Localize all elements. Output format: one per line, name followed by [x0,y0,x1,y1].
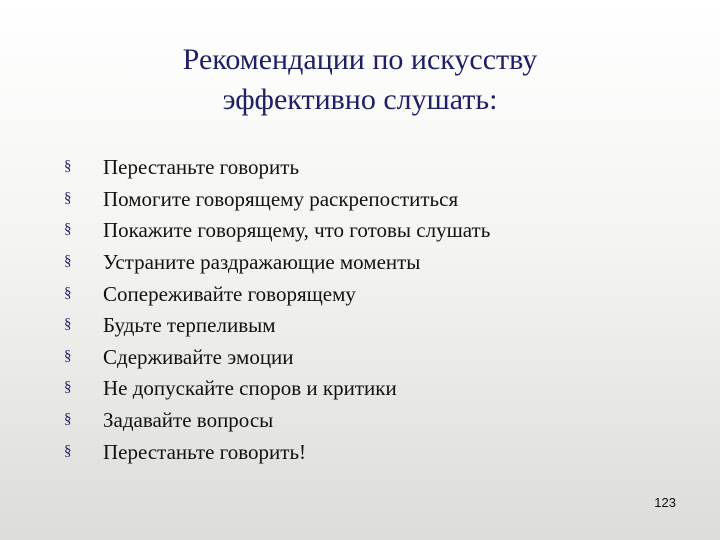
list-item-text: Сопереживайте говорящему [103,281,356,306]
bullet-list [64,152,490,468]
slide-title [0,40,720,120]
list-item-text: Сдерживайте эмоции [103,344,294,369]
bullet-icon: § [64,284,72,301]
list-item [64,152,490,184]
bullet-icon: § [64,316,72,333]
list-item-text: Помогите говорящему раскрепоститься [103,186,459,211]
list-item [64,342,490,374]
list-item-text: Задавайте вопросы [103,408,274,433]
list-item-text: Устраните раздражающие моменты [103,250,421,275]
bullet-icon: § [64,347,72,364]
list-item-text: Перестаньте говорить [103,155,300,180]
bullet-icon: § [64,442,72,459]
list-item [64,184,490,216]
list-item-text: Перестаньте говорить! [103,439,307,464]
bullet-icon: § [64,158,72,175]
bullet-icon: § [64,379,72,396]
list-item [64,310,490,342]
list-item [64,215,490,247]
list-item [64,436,490,468]
bullet-icon: § [64,253,72,270]
page-number: 123 [654,495,676,510]
title-line-1: Рекомендации по искусству [182,43,538,76]
list-item [64,247,490,279]
list-item [64,373,490,405]
list-item-text: Будьте терпеливым [103,313,276,338]
list-item [64,405,490,437]
bullet-icon: § [64,411,72,428]
bullet-icon: § [64,189,72,206]
list-item [64,278,490,310]
list-item-text: Покажите говорящему, что готовы слушать [103,218,491,243]
bullet-icon: § [64,221,72,238]
list-item-text: Не допускайте споров и критики [103,376,397,401]
title-line-2: эффективно слушать: [222,83,498,116]
